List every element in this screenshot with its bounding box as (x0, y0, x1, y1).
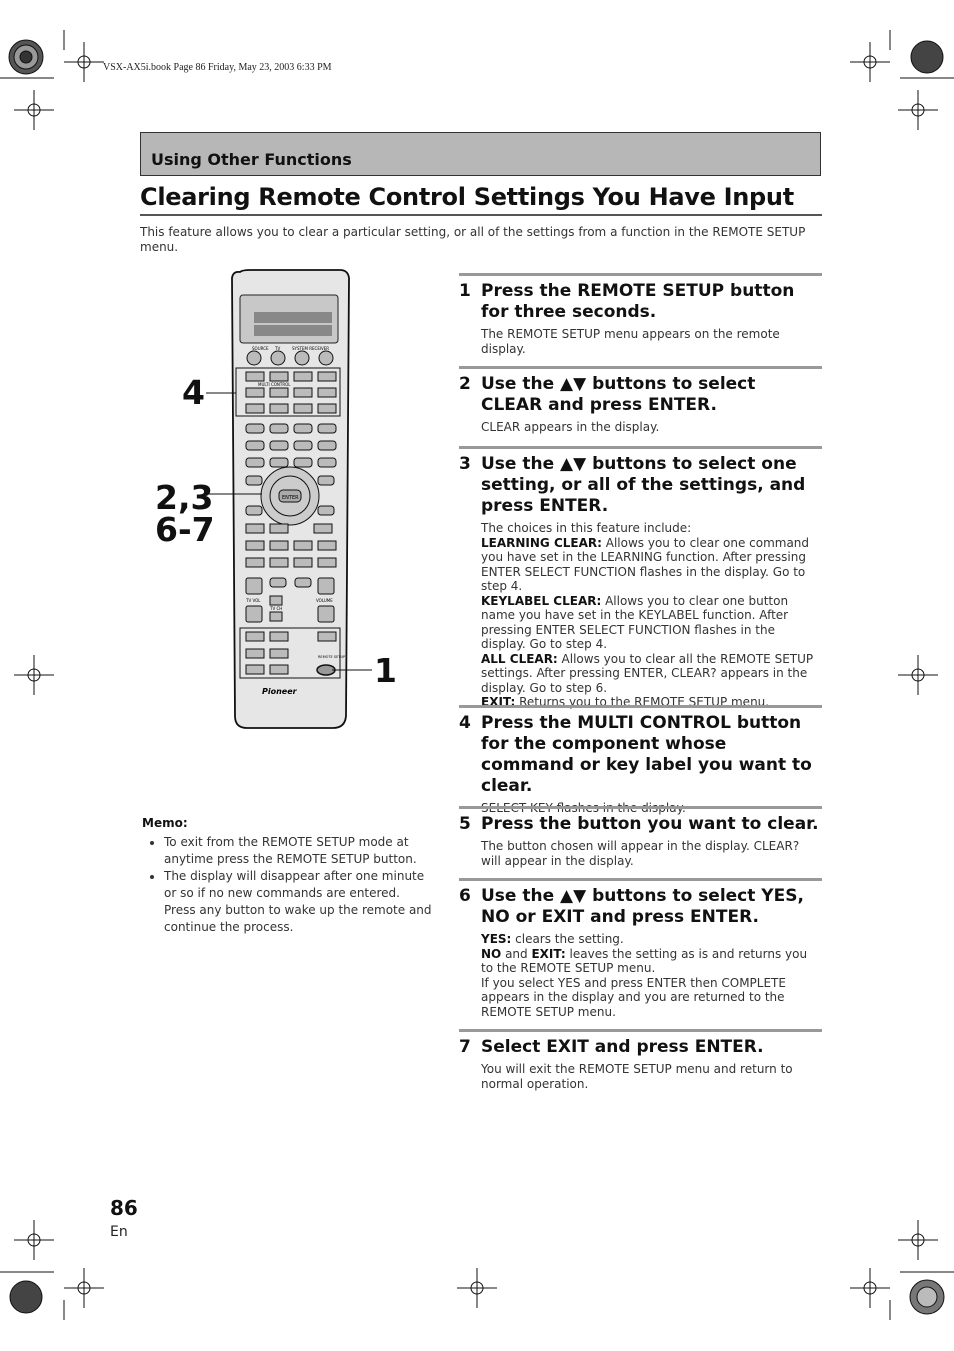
remote-label-tv-vol: TV VOL (246, 598, 261, 603)
step-number: 5 (459, 814, 471, 834)
remote-label-multi-control: MULTI CONTROL (258, 382, 291, 387)
remote-label-volume: VOLUME (316, 598, 333, 603)
step-2 (459, 366, 822, 435)
section-title: Using Other Functions (151, 150, 352, 169)
option-text: leaves the setting as is and returns you to the REMOTE SETUP menu. (481, 946, 808, 975)
option-text: Allows you to clear all the REMOTE SETUP settings. After pressing ENTER, CLEAR? appears in the display. Go to step 6. (481, 651, 814, 695)
step-number: 1 (459, 281, 471, 301)
callout-6-7: 6-7 (155, 510, 215, 549)
step-1 (459, 273, 822, 356)
step-number: 3 (459, 454, 471, 474)
option-term: NO (481, 946, 502, 961)
step-4 (459, 705, 822, 816)
step-3-intro: The choices in this feature include: (481, 521, 692, 535)
step-title: Use the ▲▼ buttons to select CLEAR and press ENTER. (481, 374, 756, 415)
option-no-exit (481, 947, 822, 976)
option-term: KEYLABEL CLEAR: (481, 593, 602, 608)
page-title: Clearing Remote Control Settings You Have Input (140, 183, 822, 216)
page-language: En (110, 1224, 128, 1240)
step-number: 6 (459, 886, 471, 906)
option-term: EXIT: (531, 946, 566, 961)
step-title: Select EXIT and press ENTER. (481, 1037, 764, 1057)
step-body (481, 521, 822, 710)
step-body: CLEAR appears in the display. (481, 420, 660, 434)
callout-4: 4 (182, 373, 205, 412)
memo (142, 815, 434, 936)
option-text: and (501, 946, 532, 961)
option-keylabel-clear (481, 594, 822, 652)
memo-list (142, 834, 434, 936)
book-info: VSX-AX5i.book Page 86 Friday, May 23, 2003 6:33 PM (103, 62, 332, 73)
option-text: clears the setting. (511, 932, 624, 946)
remote-brand-logo: Pioneer (262, 687, 297, 696)
step-number: 4 (459, 713, 471, 733)
option-term: YES: (481, 932, 512, 946)
step-7 (459, 1029, 822, 1091)
option-learning-clear (481, 536, 822, 594)
option-yes (481, 932, 822, 947)
option-term: LEARNING CLEAR: (481, 535, 602, 550)
intro-text: This feature allows you to clear a particular setting, or all of the settings from a function in the REMOTE SETUP menu. (140, 225, 806, 254)
step-title: Press the button you want to clear. (481, 814, 819, 834)
callout-2-3: 2,3 (155, 478, 214, 517)
memo-item: • To exit from the REMOTE SETUP mode at anytime press the REMOTE SETUP button. (164, 834, 434, 868)
option-term: ALL CLEAR: (481, 651, 558, 666)
remote-label-source: SOURCE (252, 346, 269, 351)
step-body: The REMOTE SETUP menu appears on the remote display. (481, 327, 780, 356)
option-text: Returns you to the REMOTE SETUP menu. (515, 695, 770, 709)
memo-item: • The display will disappear after one minute or so if no new commands are entered. Press any button to wake up the remote and continue the process. (164, 868, 434, 936)
step-body: The button chosen will appear in the display. CLEAR? will appear in the display. (481, 839, 800, 868)
section-header (140, 132, 821, 176)
remote-label-enter: ENTER (282, 495, 299, 501)
step-title: Use the ▲▼ buttons to select YES, NO or EXIT and press ENTER. (481, 886, 804, 927)
step-number: 7 (459, 1037, 471, 1057)
callout-1: 1 (374, 651, 397, 690)
remote-label-system-receiver: SYSTEM RECEIVER (292, 346, 330, 351)
remote-label-tv-ch: TV CH (270, 606, 283, 611)
option-all-clear (481, 652, 822, 696)
option-text: Allows you to clear one command you have set in the LEARNING function. After pressing ENTER SELECT FUNCTION flashes in the display. Go to step 4. (481, 535, 810, 593)
step-3 (459, 446, 822, 710)
step-6 (459, 878, 822, 1019)
step-number: 2 (459, 374, 471, 394)
step-5 (459, 806, 822, 868)
step-body: SELECT KEY flashes in the display. (481, 801, 686, 815)
step-6-extra: If you select YES and press ENTER then COMPLETE appears in the display and you are returned to the REMOTE SETUP menu. (481, 975, 786, 1019)
option-text: Allows you to clear one button name you have set in the KEYLABEL function. After pressing ENTER SELECT FUNCTION flashes in the display. Go to step 4. (481, 593, 789, 651)
remote-label-tv: TV (275, 346, 281, 351)
remote-label-remote-setup: REMOTE SETUP (318, 655, 346, 659)
page-number: 86 (110, 1196, 138, 1220)
option-term: EXIT: (481, 695, 516, 709)
step-title: Use the ▲▼ buttons to select one setting, or all of the settings, and press ENTER. (481, 454, 806, 516)
step-title: Press the REMOTE SETUP button for three seconds. (481, 281, 795, 322)
step-body (481, 932, 822, 1019)
step-body: You will exit the REMOTE SETUP menu and return to normal operation. (481, 1062, 793, 1091)
memo-title: Memo: (142, 816, 188, 830)
step-title: Press the MULTI CONTROL button for the component whose command or key label you want to clear. (481, 713, 812, 796)
